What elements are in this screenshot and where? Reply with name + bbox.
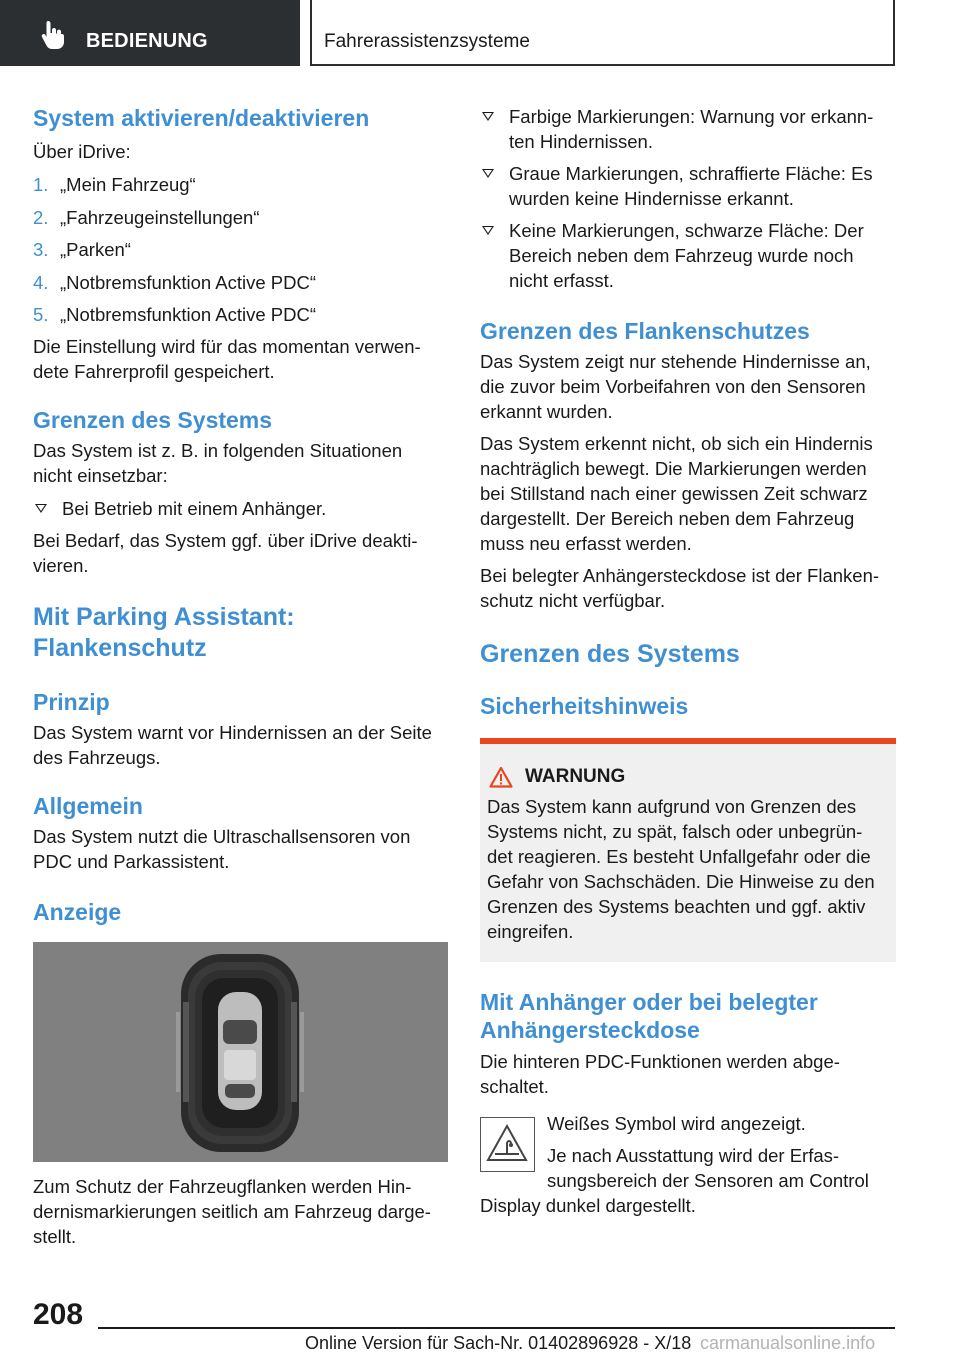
bullet-list — [33, 496, 449, 521]
footer-text: Online Version für Sach-Nr. 01402896928 - X/18 — [305, 1333, 692, 1353]
header-section-tab — [0, 0, 300, 66]
bullet-list — [480, 104, 896, 293]
paragraph-flanken-3: Bei belegter Anhängersteckdose ist der Flanken- schutz nicht verfügbar. — [480, 565, 880, 611]
header-section-title: BEDIENUNG — [86, 30, 208, 52]
list-item: 1. „Mein Fahrzeug“ — [33, 174, 196, 195]
heading-activate: System aktivieren/deaktivieren — [33, 105, 370, 131]
page-number: 208 — [33, 1298, 84, 1331]
triangle-bullet-icon — [482, 169, 494, 178]
list-item: 4. „Notbremsfunktion Active PDC“ — [33, 271, 317, 293]
header-topic: Fahrerassistenzsysteme — [324, 31, 530, 52]
heading-safety-note: Sicherheitshinweis — [480, 693, 689, 719]
heading-trailer: Mit Anhänger oder bei belegter Anhängersteckdose — [480, 989, 818, 1043]
warning-triangle-icon — [489, 766, 513, 788]
list-item: Keine Markierungen, schwarze Fläche: Der Bereich neben dem Fahrzeug wurde noch nicht erfasst. — [480, 218, 896, 293]
warning-title: WARNUNG — [487, 766, 888, 788]
right-column — [480, 104, 896, 1216]
list-item: 2. „Fahrzeugeinstellungen“ — [33, 206, 260, 228]
left-column — [33, 104, 449, 1249]
symbol-text: Weißes Symbol wird angezeigt. Je nach Ausstattung wird der Erfas- sungsbereich der Sensoren am Control — [547, 1113, 869, 1191]
list-item: 3. „Parken“ — [33, 239, 131, 260]
car-topview-image — [33, 942, 448, 1162]
header-underline — [310, 64, 895, 66]
list-item: Graue Markierungen, schraffierte Fläche: Es wurden keine Hindernisse erkannt. — [480, 161, 896, 211]
hand-pointer-icon — [36, 18, 70, 52]
header-divider — [893, 0, 895, 66]
list-item: Farbige Markierungen: Warnung vor erkann- ten Hindernissen. — [480, 104, 896, 154]
watermark: carmanualsonline.info — [700, 1333, 876, 1353]
heading-parking-assistant: Mit Parking Assistant: Flankenschutz — [33, 602, 295, 662]
heading-flankenschutz-limits: Grenzen des Flankenschutzes — [480, 318, 810, 344]
triangle-bullet-icon — [35, 504, 47, 513]
warning-text: Das System kann aufgrund von Grenzen des Systems nicht, zu spät, falsch oder unbegrün- det reagieren. Es besteht Unfallgefahr oder die Gefahr von Sachschäden. Die Hinweise zu den Grenzen des Systems beachten und ggf. aktiv eingreifen. — [487, 796, 875, 942]
heading-prinzip: Prinzip — [33, 688, 110, 715]
paragraph-flanken-1: Das System zeigt nur stehende Hindernisse an, die zuvor beim Vorbeifahren von den Sensoren erkannt wurden. — [480, 351, 871, 422]
symbol-text-continued: Display dunkel dargestellt. — [480, 1195, 696, 1216]
list-item: Bei Betrieb mit einem Anhänger. — [33, 496, 449, 521]
warning-box — [480, 738, 896, 962]
footer-rule — [98, 1327, 895, 1329]
paragraph-deactivate: Bei Bedarf, das System ggf. über iDrive deakti- vieren. — [33, 529, 418, 576]
heading-allgemein: Allgemein — [33, 792, 143, 819]
heading-limits: Grenzen des Systems — [33, 406, 273, 433]
header-divider — [310, 0, 312, 66]
paragraph-prinzip: Das System warnt vor Hindernissen an der Seite des Fahrzeugs. — [33, 721, 432, 768]
trailer-sensor-symbol-icon — [480, 1117, 535, 1172]
pdc-display-image — [33, 942, 448, 1162]
paragraph-caption: Zum Schutz der Fahrzeugflanken werden Hin- dernismarkierungen seitlich am Fahrzeug darge- stellt. — [33, 1175, 431, 1247]
heading-anzeige: Anzeige — [33, 898, 122, 925]
triangle-bullet-icon — [482, 112, 494, 121]
paragraph-limits: Das System ist z. B. in folgenden Situationen nicht einsetzbar: — [33, 439, 403, 486]
paragraph-allgemein: Das System nutzt die Ultraschallsensoren von PDC und Parkassistent. — [33, 825, 411, 872]
heading-system-limits: Grenzen des Systems — [480, 640, 740, 668]
list-item: 5. „Notbremsfunktion Active PDC“ — [33, 304, 317, 325]
triangle-bullet-icon — [482, 226, 494, 235]
paragraph-flanken-2: Das System erkennt nicht, ob sich ein Hindernis nachträglich bewegt. Die Markierungen werden bei Stillstand nach einer gewissen Zeit schwarz dargestellt. Der Bereich neben dem Fahrzeug muss neu erfasst werden. — [480, 433, 873, 554]
step-list — [33, 172, 449, 327]
paragraph-saved: Die Einstellung wird für das momentan verwen- dete Fahrerprofil gespeichert. — [33, 335, 421, 382]
paragraph-idrive: Über iDrive: — [33, 141, 131, 162]
paragraph-trailer: Die hinteren PDC-Funktionen werden abge- schaltet. — [480, 1051, 840, 1097]
symbol-block — [480, 1111, 896, 1216]
